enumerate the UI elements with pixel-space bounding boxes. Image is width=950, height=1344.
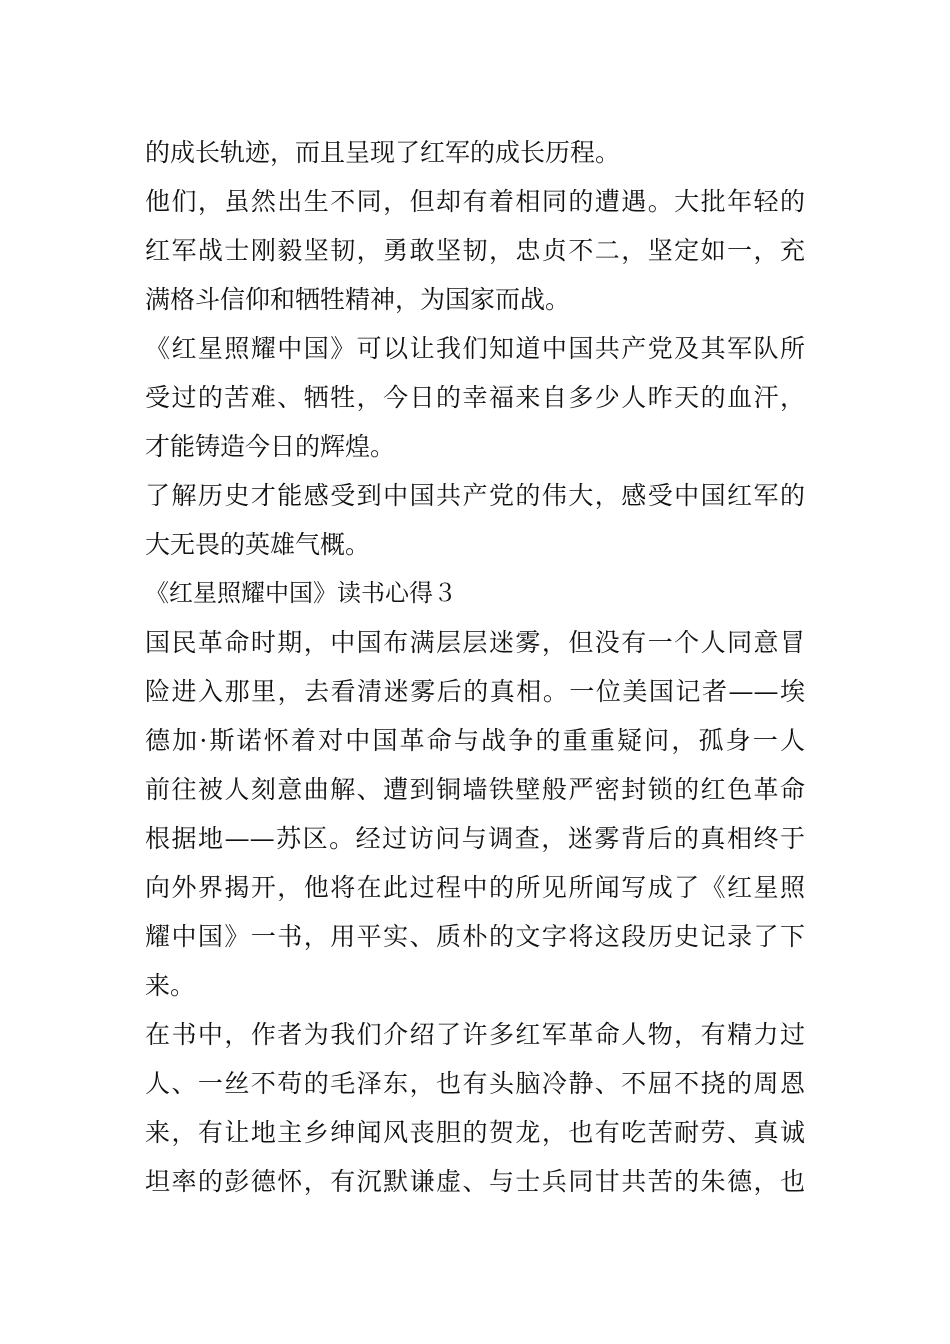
text-line: 了解历史才能感受到中国共产党的伟大，感受中国红军的	[145, 481, 805, 510]
text-line: 人、一丝不苟的毛泽东，也有头脑冷静、不屈不挠的周恩	[145, 1069, 805, 1098]
document-body	[145, 128, 815, 1206]
text-line: 坦率的彭德怀，有沉默谦虚、与士兵同甘共苦的朱德，也	[145, 1167, 805, 1196]
section-heading: 《红星照耀中国》读书心得３	[145, 579, 457, 607]
text-line: 来，有让地主乡绅闻风丧胆的贺龙，也有吃苦耐劳、真诚	[145, 1118, 805, 1147]
text-line: 受过的苦难、牺牲，今日的幸福来自多少人昨天的血汗，	[145, 383, 805, 412]
text-line: 他们，虽然出生不同，但却有着相同的遭遇。大批年轻的	[145, 187, 805, 216]
text-line: 在书中，作者为我们介绍了许多红军革命人物，有精力过	[145, 1020, 805, 1049]
text-line: 《红星照耀中国》可以让我们知道中国共产党及其军队所	[145, 334, 805, 363]
text-line: 险进入那里，去看清迷雾后的真相。一位美国记者——埃	[145, 677, 805, 706]
text-line: 耀中国》一书，用平实、质朴的文字将这段历史记录了下	[145, 922, 805, 951]
text-line: 德加·斯诺怀着对中国革命与战争的重重疑问，孤身一人	[145, 726, 805, 755]
text-line: 的成长轨迹，而且呈现了红军的成长历程。	[145, 138, 621, 167]
text-line: 才能铸造今日的辉煌。	[145, 432, 396, 461]
text-line: 来。	[145, 971, 196, 1000]
text-line: 红军战士刚毅坚韧，勇敢坚韧，忠贞不二，坚定如一，充	[145, 236, 805, 265]
text-line: 大无畏的英雄气概。	[145, 530, 371, 559]
text-line: 国民革命时期，中国布满层层迷雾，但没有一个人同意冒	[145, 628, 805, 657]
text-line: 向外界揭开，他将在此过程中的所见所闻写成了《红星照	[145, 873, 805, 902]
text-line: 满格斗信仰和牺牲精神，为国家而战。	[145, 285, 571, 314]
text-line: 前往被人刻意曲解、遭到铜墙铁壁般严密封锁的红色革命	[145, 775, 805, 804]
text-line: 根据地——苏区。经过访问与调查，迷雾背后的真相终于	[145, 824, 805, 853]
